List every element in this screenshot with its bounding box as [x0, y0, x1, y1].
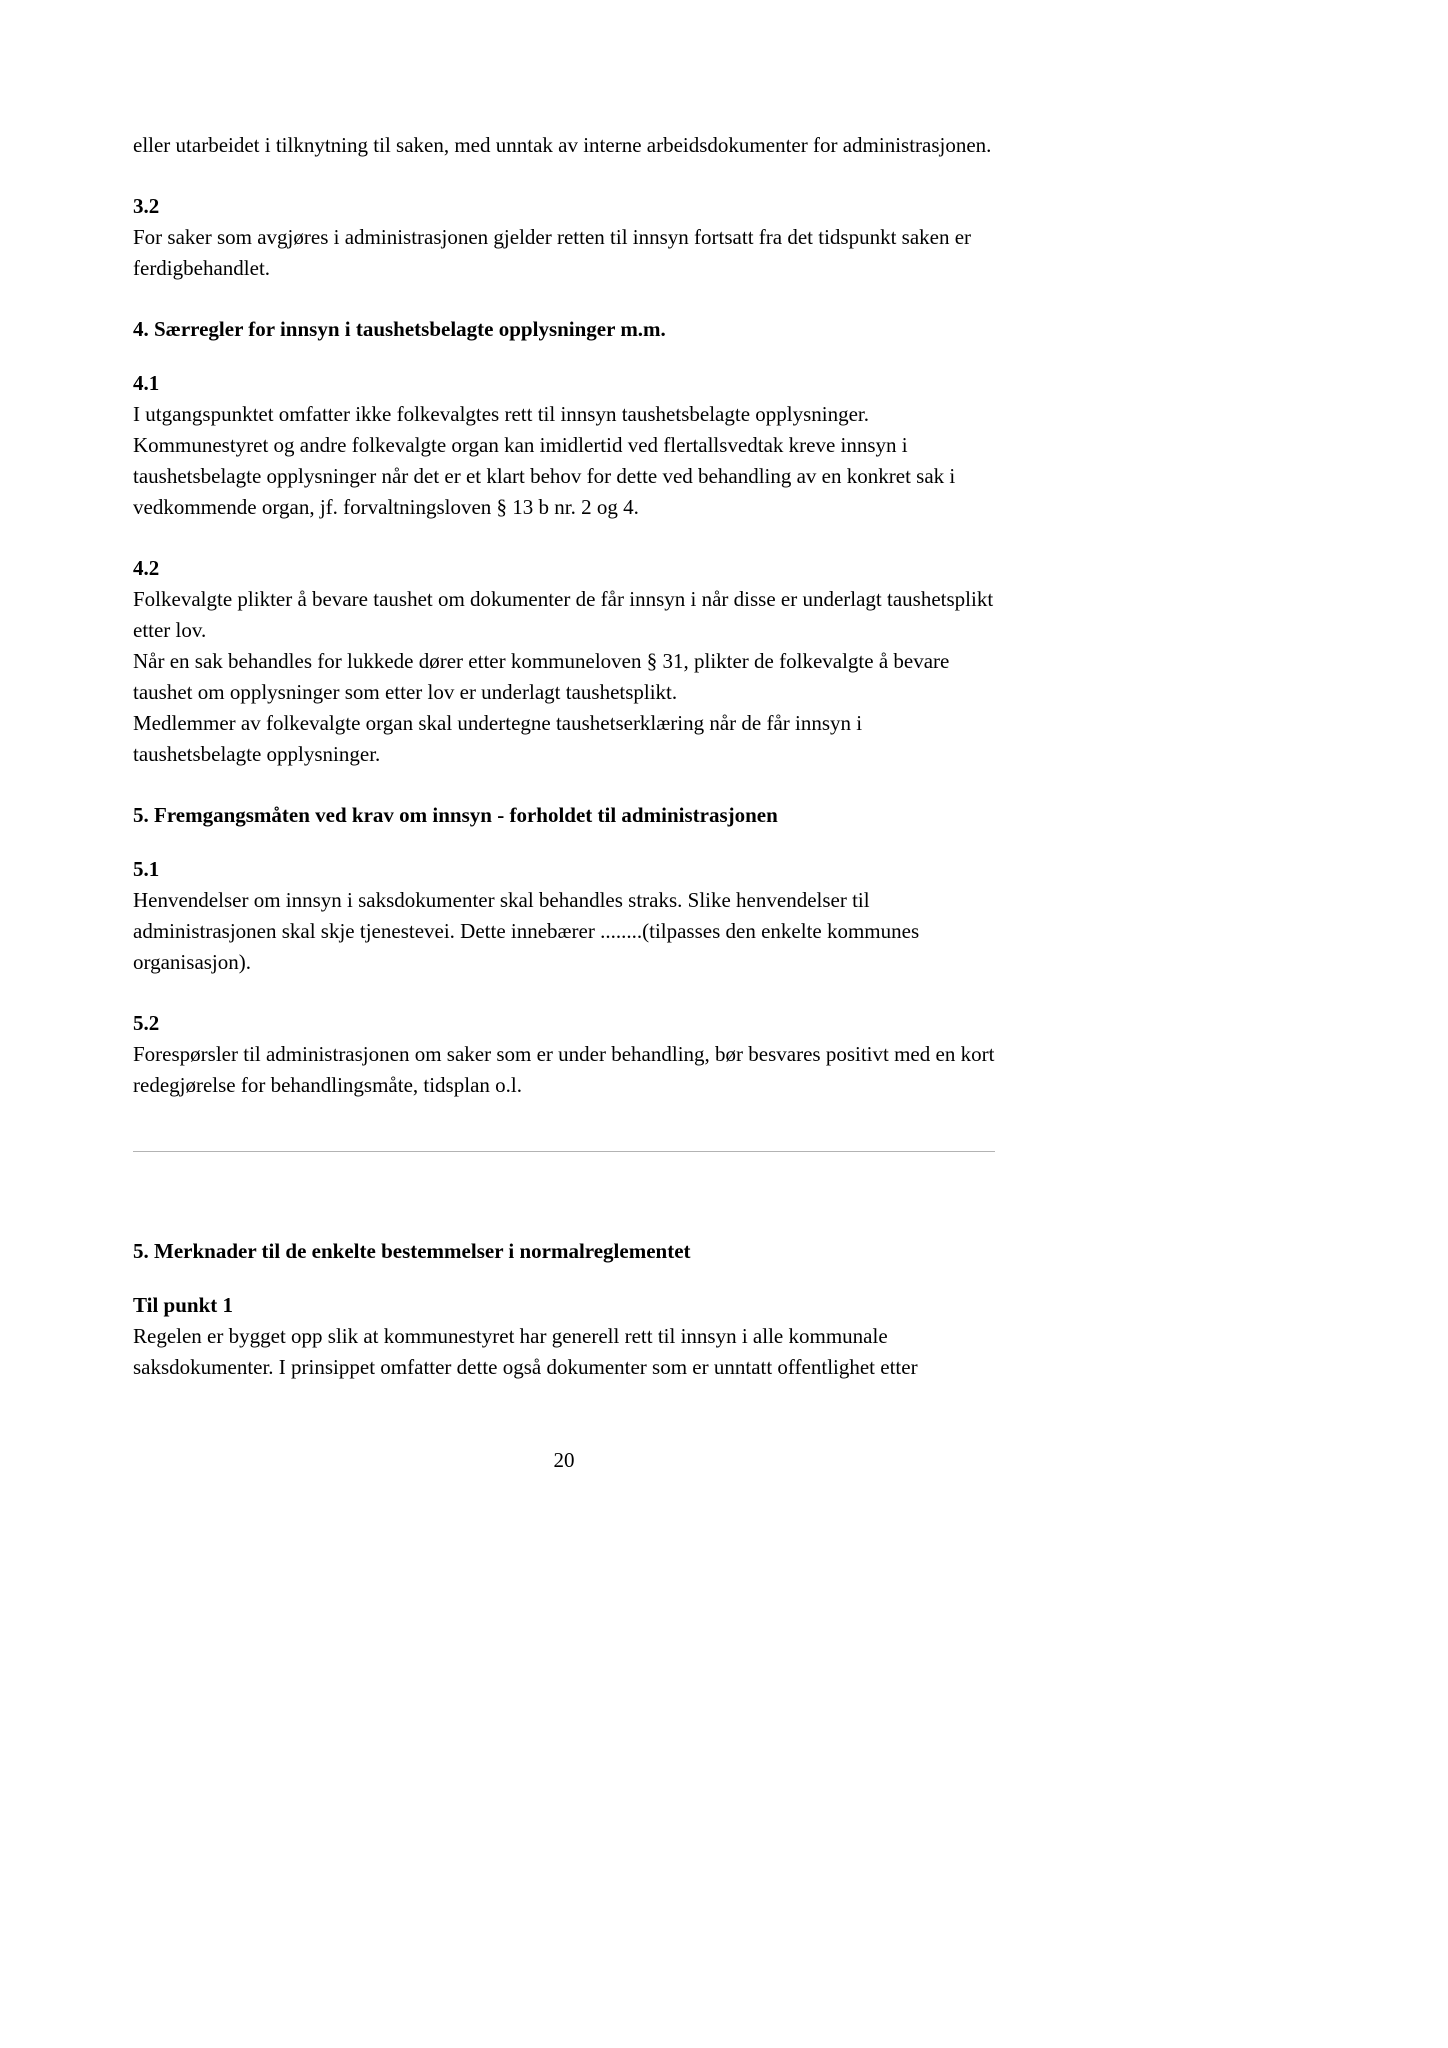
paragraph-4-1: I utgangspunktet omfatter ikke folkevalgtes rett til innsyn taushetsbelagte opplysninger. Kommunestyret og andre folkevalgte organ kan imidlertid ved flertallsvedtak kreve innsyn i taushetsbelagte opplysninger når det er et klart behov for dette ved behandling av en konkret sak i vedkommende organ, jf. forvaltningsloven § 13 b nr. 2 og 4.	[133, 402, 956, 519]
page-number: 20	[553, 1448, 575, 1472]
section-label-5-2: 5.2	[133, 1011, 160, 1035]
paragraph-4-2-line-2: Når en sak behandles for lukkede dører etter kommuneloven § 31, plikter de folkevalgte å bevare taushet om opplysninger som etter lov er underlagt taushetsplikt.	[133, 649, 950, 704]
section-label-4-1: 4.1	[133, 371, 160, 395]
paragraph-continuation: eller utarbeidet i tilknytning til saken, med unntak av interne arbeidsdokumenter for administrasjonen.	[133, 133, 992, 157]
paragraph-3-2: For saker som avgjøres i administrasjonen gjelder retten til innsyn fortsatt fra det tidspunkt saken er ferdigbehandlet.	[133, 225, 972, 280]
paragraph-til-punkt-1: Regelen er bygget opp slik at kommunestyret har generell rett til innsyn i alle kommunale saksdokumenter. I prinsippet omfatter dette også dokumenter som er unntatt offentlighet etter	[133, 1324, 918, 1379]
paragraph-4-2-line-3: Medlemmer av folkevalgte organ skal undertegne taushetserklæring når de får innsyn i taushetsbelagte opplysninger.	[133, 711, 863, 766]
section-divider-line	[133, 1151, 995, 1152]
section-heading-4: 4. Særregler for innsyn i taushetsbelagte opplysninger m.m.	[133, 317, 666, 341]
paragraph-5-2: Forespørsler til administrasjonen om saker som er under behandling, bør besvares positivt med en kort redegjørelse for behandlingsmåte, tidsplan o.l.	[133, 1042, 995, 1097]
paragraph-4-2-line-1: Folkevalgte plikter å bevare taushet om dokumenter de får innsyn i når disse er underlagt taushetsplikt etter lov.	[133, 587, 994, 642]
section-label-5-1: 5.1	[133, 857, 160, 881]
section-label-4-2: 4.2	[133, 556, 160, 580]
paragraph-5-1: Henvendelser om innsyn i saksdokumenter skal behandles straks. Slike henvendelser til administrasjonen skal skje tjenestevei. Dette innebærer ........(tilpasses den enkelte kommunes organisasjon).	[133, 888, 920, 974]
section-label-3-2: 3.2	[133, 194, 160, 218]
section-heading-5: 5. Fremgangsmåten ved krav om innsyn - forholdet til administrasjonen	[133, 803, 778, 827]
document-body	[133, 130, 995, 1476]
section-label-til-punkt-1: Til punkt 1	[133, 1293, 234, 1317]
section-heading-merknader: 5. Merknader til de enkelte bestemmelser i normalreglementet	[133, 1239, 691, 1263]
